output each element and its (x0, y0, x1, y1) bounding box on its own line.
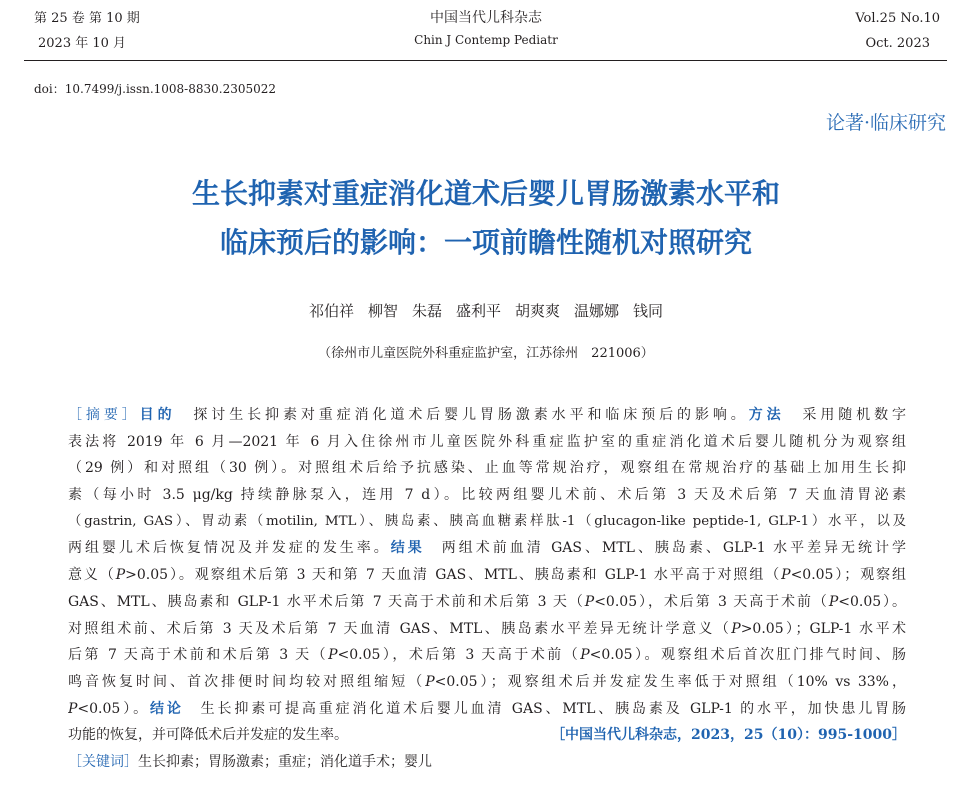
author: 胡爽爽 (515, 302, 561, 320)
p-symbol: P (731, 620, 741, 637)
abstract-line (68, 562, 906, 589)
p-symbol: P (828, 593, 839, 610)
abstract-line: 表法将 2019 年 6 月—2021 年 6 月入住徐州市儿童医院外科重症监护室的重症消化道术后婴儿随机分为观察组 (68, 433, 906, 450)
text: >0.05）；GLP-1 水平术 (740, 620, 906, 637)
abstract-line (68, 696, 906, 723)
date-cn: 2023 年 10 月 (38, 36, 127, 51)
section-label: 论著·临床研究 (825, 112, 946, 134)
volume-issue-cn: 第 25 卷 第 10 期 (34, 11, 140, 26)
abstract-label: ［摘要］ (68, 407, 140, 423)
abstract (68, 402, 906, 776)
abstract-line (68, 722, 906, 749)
text: 鸣音恢复时间、首次排便时间均较对照组缩短（ (68, 673, 426, 690)
article-title-line-2: 临床预后的影响：一项前瞻性随机对照研究 (219, 226, 752, 259)
abstract-line (68, 589, 906, 616)
text: 意义（ (68, 567, 116, 584)
p-symbol: P (115, 567, 126, 584)
author: 祁伯祥 (308, 302, 354, 320)
author: 柳智 (367, 302, 398, 320)
doi[interactable]: doi：10.7499/j.issn.1008-8830.2305022 (34, 82, 277, 96)
text: <0.05）；观察组术后并发症发生率低于对照组（10% vs 33%， (434, 673, 906, 690)
text: <0.05），术后第 3 天高于术前（ (337, 647, 581, 664)
method-label: 方法 (748, 407, 785, 423)
p-symbol: P (68, 700, 78, 717)
p-symbol: P (580, 647, 590, 664)
abstract-line (68, 669, 906, 696)
p-symbol: P (781, 567, 791, 584)
conclusion-label: 结论 (149, 700, 184, 717)
text: GAS、MTL、胰岛素和 GLP-1 水平术后第 7 天高于术前和术后第 3 天（ (68, 593, 585, 610)
author-list (0, 299, 972, 323)
abstract-line (68, 535, 906, 562)
abstract-line: 素（每小时 3.5 μg/kg 持续静脉泵入，连用 7 d）。比较两组婴儿术前、术后第 3 天及术后第 7 天血清胃泌素 (68, 487, 906, 504)
keywords-label: ［关键词］ (68, 753, 138, 770)
text: <0.05）；观察组 (790, 567, 906, 584)
abstract-line (68, 616, 906, 643)
text: 采用随机数字 (784, 407, 906, 423)
text: 两组术前血清 GAS、MTL、胰岛素、GLP-1 水平差异无统计学 (424, 540, 906, 557)
abstract-line (68, 402, 906, 429)
header-rule (24, 60, 947, 61)
objective-label: 目的 (139, 407, 176, 423)
citation: ［中国当代儿科杂志，2023，25（10）：995-1000］ (551, 727, 906, 744)
keywords-line (68, 749, 906, 776)
abstract-line (68, 642, 906, 669)
result-label: 结果 (390, 540, 425, 557)
p-symbol: P (328, 647, 338, 664)
affiliation: （徐州市儿童医院外科重症监护室，江苏徐州 221006） (318, 346, 654, 361)
text: 功能的恢复，并可降低术后并发症的发生率。 (68, 727, 348, 744)
abstract-line: （gastrin, GAS）、胃动素（motilin, MTL）、胰岛素、胰高血糖素样肽-1（glucagon-like peptide-1, GLP-1）水平，以及 (68, 513, 906, 529)
journal-title-en: Chin J Contemp Pediatr (414, 33, 558, 47)
text: <0.05）。 (77, 700, 150, 717)
p-symbol: P (425, 673, 435, 690)
text: <0.05）。 (838, 593, 906, 610)
text: <0.05），术后第 3 天高于术前（ (594, 593, 829, 610)
author: 钱同 (633, 302, 664, 320)
volume-issue-en: Vol.25 No.10 (855, 11, 940, 26)
text: 生长抑素可提高重症消化道术后婴儿血清 GAS、MTL、胰岛素及 GLP-1 的水平，加快患儿胃肠 (183, 700, 906, 717)
article-title-line-1: 生长抑素对重症消化道术后婴儿胃肠激素水平和 (191, 177, 780, 210)
abstract-line: （29 例）和对照组（30 例）。对照组术后给予抗感染、止血等常规治疗，观察组在常规治疗的基础上加用生长抑 (68, 460, 906, 477)
keywords-text: 生长抑素；胃肠激素；重症；消化道手术；婴儿 (138, 753, 432, 770)
author: 温娜娜 (574, 302, 620, 320)
text: 探讨生长抑素对重症消化道术后婴儿胃肠激素水平和临床预后的影响。 (175, 407, 749, 423)
journal-title-cn: 中国当代儿科杂志 (430, 10, 542, 26)
text: <0.05）。观察组术后首次肛门排气时间、肠 (589, 647, 906, 664)
text: 对照组术前、术后第 3 天及术后第 7 天血清 GAS、MTL、胰岛素水平差异无统计学意义（ (68, 620, 732, 637)
author: 盛利平 (455, 302, 501, 320)
text: 后第 7 天高于术前和术后第 3 天（ (68, 647, 329, 664)
author: 朱磊 (411, 302, 442, 320)
text: >0.05）。观察组术后第 3 天和第 7 天血清 GAS、MTL、胰岛素和 GLP-1 水平高于对照组（ (125, 567, 782, 584)
p-symbol: P (584, 593, 595, 610)
text: 两组婴儿术后恢复情况及并发症的发生率。 (68, 540, 391, 557)
date-en: Oct. 2023 (865, 36, 930, 51)
